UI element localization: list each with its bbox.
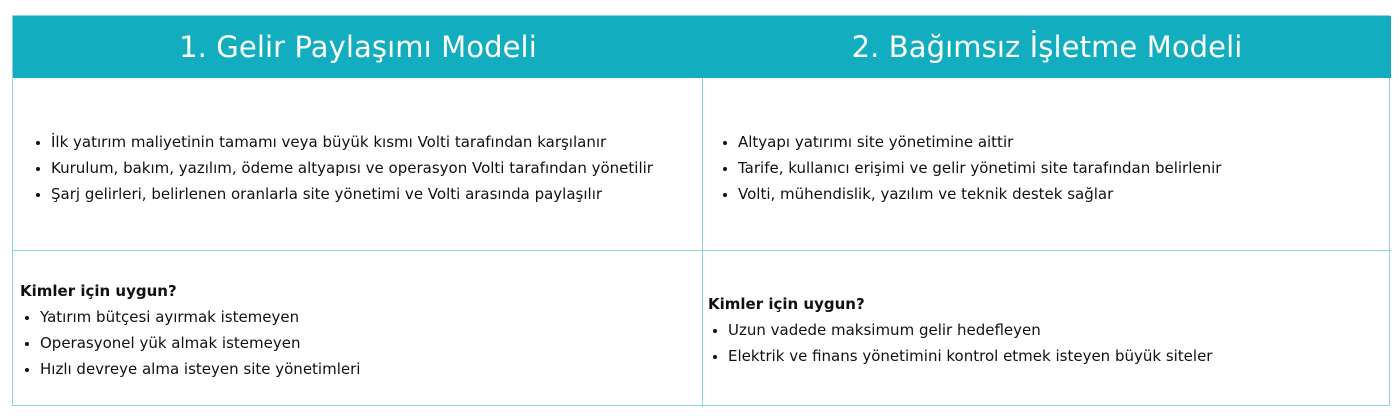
model-1-title: 1. Gelir Paylaşımı Modeli: [13, 16, 703, 78]
model-2-title: 2. Bağımsız İşletme Modeli: [703, 16, 1391, 78]
model-1-fit-item: Hızlı devreye alma isteyen site yönetimleri: [24, 356, 702, 382]
model-2-features: [703, 78, 1391, 250]
model-1-fit-item: Yatırım bütçesi ayırmak istemeyen: [24, 304, 702, 330]
model-1-suitability: [13, 250, 703, 407]
model-2-suitability: [703, 250, 1391, 407]
model-2-feature: Volti, mühendislik, yazılım ve teknik destek sağlar: [722, 181, 1391, 207]
model-1-features: [13, 78, 703, 250]
comparison-table: [12, 15, 1390, 406]
model-2-feature: Tarife, kullanıcı erişimi ve gelir yönetimi site tarafından belirlenir: [722, 155, 1391, 181]
model-1-feature: İlk yatırım maliyetinin tamamı veya büyük kısmı Volti tarafından karşılanır: [35, 129, 702, 155]
model-1-feature: Kurulum, bakım, yazılım, ödeme altyapısı ve operasyon Volti tarafından yönetilir: [35, 155, 702, 181]
model-2-fit-title: Kimler için uygun?: [708, 295, 865, 313]
model-2-feature: Altyapı yatırımı site yönetimine aittir: [722, 129, 1391, 155]
model-1-fit-item: Operasyonel yük almak istemeyen: [24, 330, 702, 356]
model-2-fit-item: Elektrik ve finans yönetimini kontrol etmek isteyen büyük siteler: [712, 343, 1391, 369]
model-1-feature: Şarj gelirleri, belirlenen oranlarla site yönetimi ve Volti arasında paylaşılır: [35, 181, 702, 207]
model-1-fit-title: Kimler için uygun?: [20, 282, 177, 300]
model-2-fit-item: Uzun vadede maksimum gelir hedefleyen: [712, 317, 1391, 343]
